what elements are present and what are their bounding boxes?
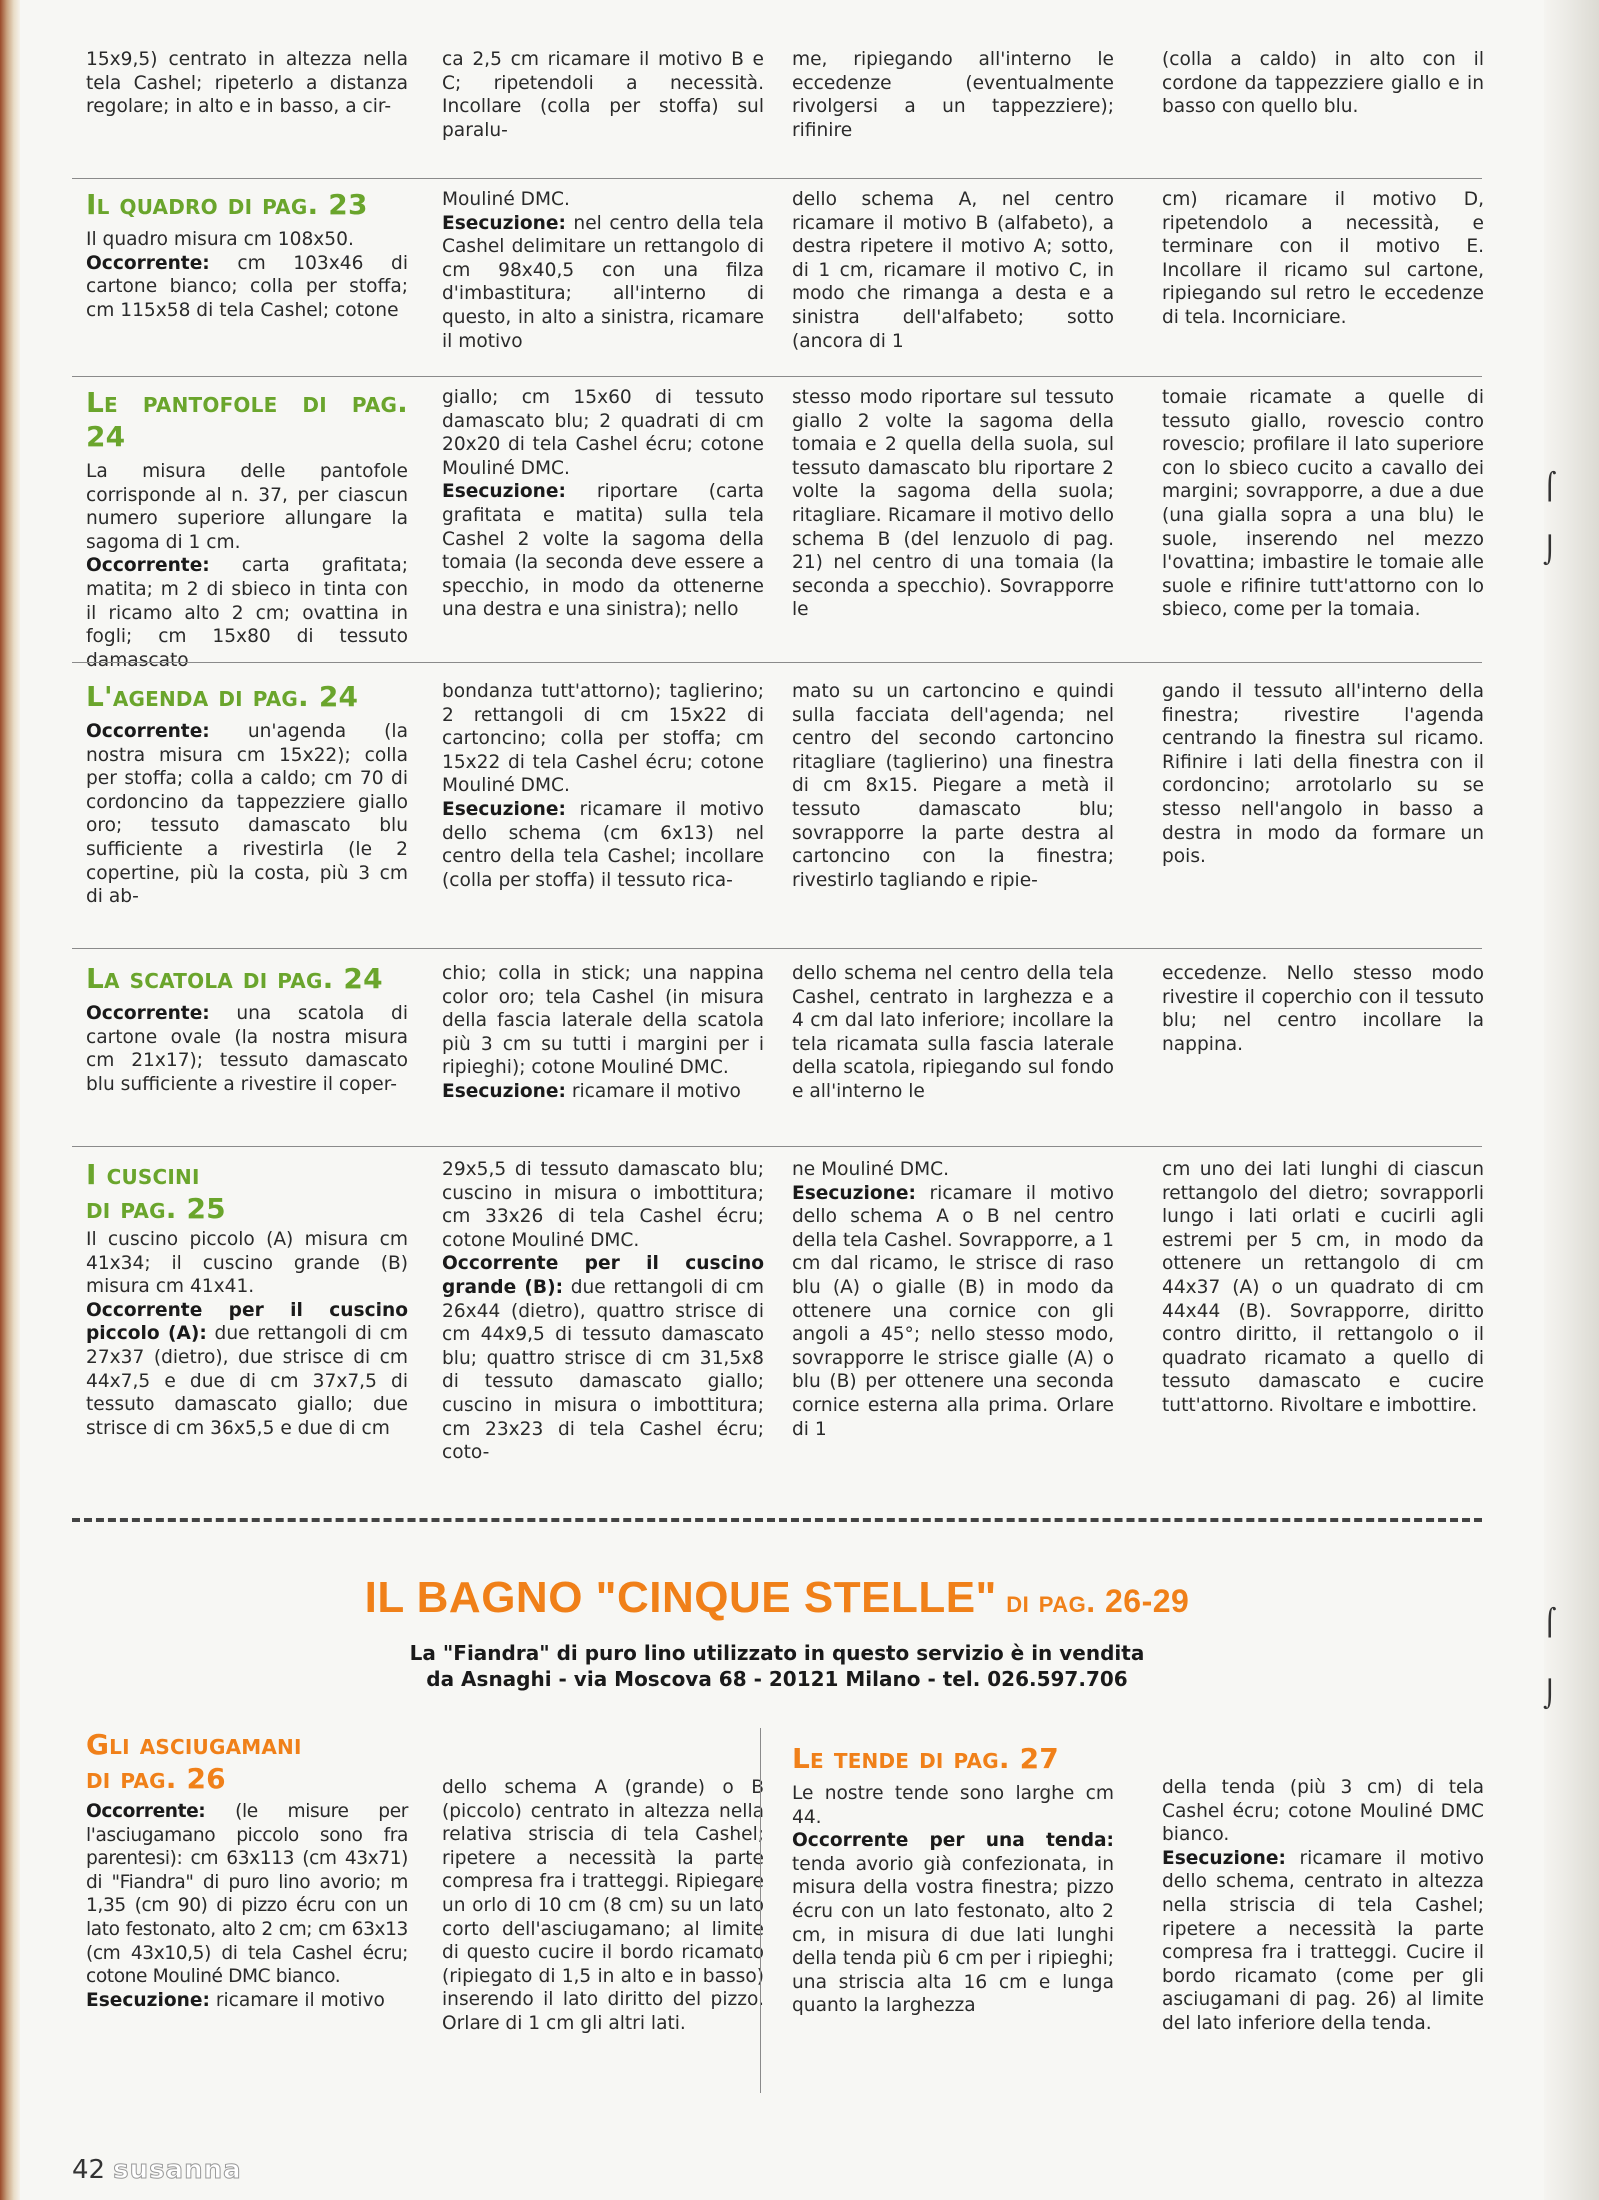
magazine-page: 15x9,5) centrato in altezza nella tela Cashel; ripeterlo a distanza regolare; in alto e in basso, a cir- ca 2,5 cm ricamare il motivo B e C; ripetendoli a necessità. Incollare (colla per stoffa) sul paralu- me, ripiegando all'interno le eccedenze (eventualmente rivolgersi a un tappezziere); rifinire (colla a caldo) in alto con il cordone da tappezziere giallo e in basso con quello blu. Il quadro di pag. 23 Il quadro misura cm 108x50. Occorrente: cm 103x46 di cartone bianco; colla per stoffa; cm 115x58 di tela Cashel; cotone Mouliné DMC. Esecuzione: nel centro della tela Cashel delimitare un rettangolo di cm 98x40,5 con una filza d'imbastitura; all'interno di questo, in alto a sinistra, ricamare il motivo dello schema A, nel centro ricamare il motivo B (alfabeto), a destra ripetere il motivo A; sotto, di 1 cm, ricamare il motivo C, in modo che rimanga a desta e a sinistra dell'alfabeto; sotto (ancora di 1 cm) ricamare il motivo D, ripetendolo a necessità, e terminare con il motivo E. Incollare il ricamo sul cartone, ripiegando sul retro le eccedenze di tela. Incorniciare. Le pantofole di pag. 24 La misura delle pantofole corrisponde al n. 37, per ciascun numero superiore allungare la sagoma di 1 cm. Occorrente: carta grafitata; matita; m 2 di sbieco in tinta con il ricamo alto 2 cm; ovattina in fogli; cm 15x80 di tessuto damascato giallo; cm 15x60 di tessuto damascato blu; 2 quadrati di cm 20x20 di tela Cashel écru; cotone Mouliné DMC. Esecuzione: riportare (carta grafitata e matita) sulla tela Cashel 2 volte la sagoma della tomaia (la seconda deve essere a specchio, in modo da ottenerne una destra e una sinistra); nello stesso modo riportare sul tessuto giallo 2 volte la sagoma della tomaia e 2 quella della suola, sul tessuto damascato blu riportare 2 volte la sagoma della suola; ritagliare. Ricamare il motivo dello schema B (del lenzuolo di pag. 21) nel centro di una tomaia (la seconda a specchio). Sovrapporre le tomaie ricamate a quelle di tessuto giallo, rovescio contro rovescio; profilare il lato superiore con lo sbieco cucito a cavallo dei margini; sovrapporre, a due a due (una gialla sopra a una blu) le suole, inserendo nel mezzo l'ovattina; imbastire le tomaie alle suole e rifinire tutt'attorno con lo sbieco, come per la tomaia. L'agenda di pag. 24 Occorrente: un'agenda (la nostra misura cm 15x22); colla per stoffa; colla a caldo; cm 70 di cordoncino da tappezziere giallo oro; tessuto damascato blu sufficiente a rivestirla (le 2 copertine, più la costa, più 3 cm di ab- bondanza tutt'attorno); taglierino; 2 rettangoli di cm 15x22 di cartoncino; colla per stoffa; cm 15x22 di tela Cashel écru; cotone Mouliné DMC. Esecuzione: ricamare il motivo dello schema (cm 6x13) nel centro della tela Cashel; incollare (colla per stoffa) il tessuto rica- mato su un cartoncino e quindi sulla facciata dell'agenda; nel centro del secondo cartoncino ritagliare (taglierino) una finestra di cm 8x15. Piegare a metà il tessuto damascato blu; sovrapporre la parte destra al cartoncino con la finestra; rivestirlo tagliando e ripie- gando il tessuto all'interno della finestra; rivestire l'agenda centrando la finestra sul ricamo. Rifinire i lati della finestra con il cordoncino; arrotolarlo su se stesso nell'angolo in basso a destra in modo da formare un pois. La scatola di pag. 24 Occorrente: una scatola di cartone ovale (la nostra misura cm 21x17); tessuto damascato blu sufficiente a rivestire il coper- chio; colla in stick; una nappina color oro; tela Cashel (in misura della fascia laterale della scatola più 3 cm su tutti i margini per i ripieghi); cotone Mouliné DMC. Esecuzione: ricamare il motivo dello schema nel centro della tela Cashel, centrato in larghezza e a 4 cm dal lato inferiore; incollare la tela ricamata sulla fascia laterale della scatola, ripiegando sul fondo e all'interno le eccedenze. Nello stesso modo rivestire il coperchio con il tessuto blu; nel centro incollare la nappina. I cuscini di pag. 25 Il cuscino piccolo (A) misura cm 41x34; il cuscino grande (B) misura cm 41x41. Occorrente per il cuscino piccolo (A): due rettangoli di cm 27x37 (dietro), due strisce di cm 44x7,5 e due di cm 37x7,5 di tessuto damascato giallo; due strisce di cm 36x5,5 e due di cm 29x5,5 di tessuto damascato blu; cuscino in misura o imbottitura; cm 33x26 di tela Cashel écru; cotone Mouliné DMC. Occorrente per il cuscino grande (B): due rettangoli di cm 26x44 (dietro), quattro strisce di cm 44x9,5 di tessuto damascato blu; quattro strisce di cm 31,5x8 di tessuto damascato giallo; cuscino in misura o imbottitura; cm 23x23 di tela Cashel écru; coto- ne Mouliné DMC. Esecuzione: ricamare il motivo dello schema A o B nel centro della tela Cashel. Sovrapporre, a 1 cm dal ricamo, le strisce di raso blu (A) o gialle (B) in modo da ottenere una cornice con gli angoli a 45°; nello stesso modo, sovrapporre le strisce gialle (A) o blu (B) per ottenere una seconda cornice esterna alla prima. Orlare di 1 cm uno dei lati lunghi di ciascun rettangolo del dietro; sovrapporli lungo i lati orlati e cucirli agli estremi per 5 cm, in modo da ottenere un rettangolo di cm 44x37 (A) o un quadrato di cm 44x44 (B). Sovrapporre, diritto contro diritto, il rettangolo o il quadrato ricamato a quello di tessuto damascato e cucire tutt'attorno. Rivoltare e imbottire. IL BAGNO "CINQUE STELLE" di pag. 26-29 La "Fiandra" di puro lino utilizzato in questo servizio è in vendita da Asnaghi - via Moscova 68 - 20121 Milano - tel. 026.597.706 Gli asciugamani di pag. 26 Occorrente: (le misure per l'asciugamano piccolo sono fra parentesi): cm 63x113 (cm 43x71) di "Fiandra" di puro lino avorio; m 1,35 (cm 90) di pizzo écru con un lato festonato, alto 2 cm; cm 63x13 (cm 43x10,5) di tela Cashel écru; cotone Mouliné DMC bianco. Esecuzione: ricamare il motivo dello schema A (grande) o B (piccolo) centrato in altezza nella relativa striscia di tela Cashel; ripetere a necessità la parte compresa fra i tratteggi. Ripiegare un orlo di 10 cm (8 cm) su un lato corto dell'asciugamano; al limite di questo cucire il bordo ricamato (ripiegato di 1,5 in alto e in basso) inserendo il lato diritto del pizzo. Orlare di 1 cm gli altri lati. Le tende di pag. 27 Le nostre tende sono larghe cm 44. Occorrente per una tenda: tenda avorio già confezionata, in misura della vostra finestra; pizzo écru con un lato festonato, alto 2 cm, in misura di due lati lunghi della tenda più 6 cm per i ripieghi; una striscia alta 16 cm e lunga quanto la larghezza della tenda (più 3 cm) di tela Cashel écru; cotone Mouliné DMC bianco. Esecuzione: ricamare il motivo dello schema, centrato in altezza nella striscia di tela Cashel; ripetere a necessità la parte compresa fra i tratteggi. Cucire il bordo ricamato (come per gli asciugamani di pag. 26) al limite del lato inferiore della tenda. 42 susanna bbox=[72, 49, 1484, 2185]
divider-rule bbox=[72, 376, 1482, 377]
margin-mark: ⌡ bbox=[1543, 1680, 1557, 1710]
label-occorrente: Occorrente: bbox=[86, 1801, 206, 1822]
page-edge-shadow bbox=[1544, 0, 1599, 2200]
margin-mark: ⌡ bbox=[1543, 536, 1557, 566]
section-asciugamani: Gli asciugamani di pag. 26 Occorrente: (le misure per l'asciugamano piccolo sono fra parentesi): cm 63x113 (cm 43x71) di "Fiandra" di puro lino avorio; m 1,35 (cm 90) di pizzo écru con un lato festonato, alto 2 cm; cm 63x13 (cm 43x10,5) di tela Cashel écru; cotone Mouliné DMC bianco. Esecuzione: ricamare il motivo bbox=[86, 1728, 408, 2011]
page-footer bbox=[72, 2155, 242, 2185]
feature-subtitle: La "Fiandra" di puro lino utilizzato in questo servizio è in vendita da Asnaghi - via Moscova 68 - 20121 Milano - tel. 026.597.706 bbox=[409, 1641, 1145, 1691]
intro-text: La misura delle pantofole corrisponde al n. 37, per ciascun numero superiore allungare la sagoma di 1 cm. bbox=[86, 461, 408, 553]
section-title: Gli asciugamani di pag. 26 bbox=[86, 1728, 302, 1795]
label-occorrente: Occorrente per una tenda: bbox=[792, 1830, 1114, 1852]
intro-text: Il quadro misura cm 108x50. bbox=[86, 229, 354, 250]
dashed-separator bbox=[72, 1518, 1482, 1522]
column-3: me, ripiegando all'interno le eccedenze (eventualmente rivolgersi a un tappezziere); rifinire bbox=[792, 49, 1114, 141]
label-occorrente-b: Occorrente per il cuscino grande (B): bbox=[442, 1253, 764, 1298]
label-esecuzione: Esecuzione: bbox=[442, 1080, 566, 1102]
intro-text: Il cuscino piccolo (A) misura cm 41x34; il cuscino grande (B) misura cm 41x41. bbox=[86, 1229, 408, 1298]
label-occorrente: Occorrente: bbox=[86, 1003, 210, 1024]
section-title: Le pantofole di pag. 24 bbox=[86, 386, 408, 453]
label-esecuzione: Esecuzione: bbox=[1162, 1847, 1286, 1869]
section-title: La scatola di pag. 24 bbox=[86, 962, 383, 995]
section-tende: Le tende di pag. 27 Le nostre tende sono larghe cm 44. Occorrente per una tenda: tenda avorio già confezionata, in misura della vostra finestra; pizzo écru con un lato festonato, alto 2 cm, in misura di due lati lunghi della tenda più 6 cm per i ripieghi; una striscia alta 16 cm e lunga quanto la larghezza bbox=[792, 1742, 1114, 2017]
margin-mark: ⌠ bbox=[1543, 1608, 1557, 1638]
binding-edge bbox=[0, 0, 20, 2200]
column-2: ca 2,5 cm ricamare il motivo B e C; ripetendoli a necessità. Incollare (colla per stoffa) sul paralu- bbox=[442, 49, 764, 141]
label-occorrente: Occorrente: bbox=[86, 252, 210, 274]
label-esecuzione: Esecuzione: bbox=[442, 798, 566, 820]
label-esecuzione: Esecuzione: bbox=[86, 1989, 210, 2011]
section-title: L'agenda di pag. 24 bbox=[86, 680, 359, 713]
column-4: (colla a caldo) in alto con il cordone da tappezziere giallo e in basso con quello blu. bbox=[1162, 49, 1484, 118]
divider-rule bbox=[72, 178, 1482, 179]
section-title: I cuscini di pag. 25 bbox=[86, 1158, 226, 1225]
label-occorrente: Occorrente: bbox=[86, 555, 210, 577]
column-1: 15x9,5) centrato in altezza nella tela Cashel; ripeterlo a distanza regolare; in alto e in basso, a cir- bbox=[86, 49, 408, 118]
column-divider bbox=[760, 1728, 761, 2093]
margin-mark: ⌠ bbox=[1543, 472, 1557, 502]
section-title: Il quadro di pag. 23 bbox=[86, 188, 368, 221]
label-occorrente: Occorrente: bbox=[86, 721, 210, 742]
label-esecuzione: Esecuzione: bbox=[442, 481, 566, 503]
page-number: 42 bbox=[72, 2155, 106, 2185]
section-title: Le tende di pag. 27 bbox=[792, 1742, 1059, 1775]
intro-text: Le nostre tende sono larghe cm 44. bbox=[792, 1783, 1114, 1828]
divider-rule bbox=[72, 1146, 1482, 1147]
label-esecuzione: Esecuzione: bbox=[792, 1182, 916, 1204]
divider-rule bbox=[72, 948, 1482, 949]
label-occorrente: Occorrente per il cuscino piccolo (A): bbox=[86, 1299, 408, 1345]
feature-title: IL BAGNO "CINQUE STELLE" di pag. 26-29 bbox=[364, 1573, 1190, 1622]
divider-rule bbox=[72, 662, 1482, 663]
label-esecuzione: Esecuzione: bbox=[442, 212, 566, 234]
magazine-name: susanna bbox=[113, 2155, 242, 2185]
